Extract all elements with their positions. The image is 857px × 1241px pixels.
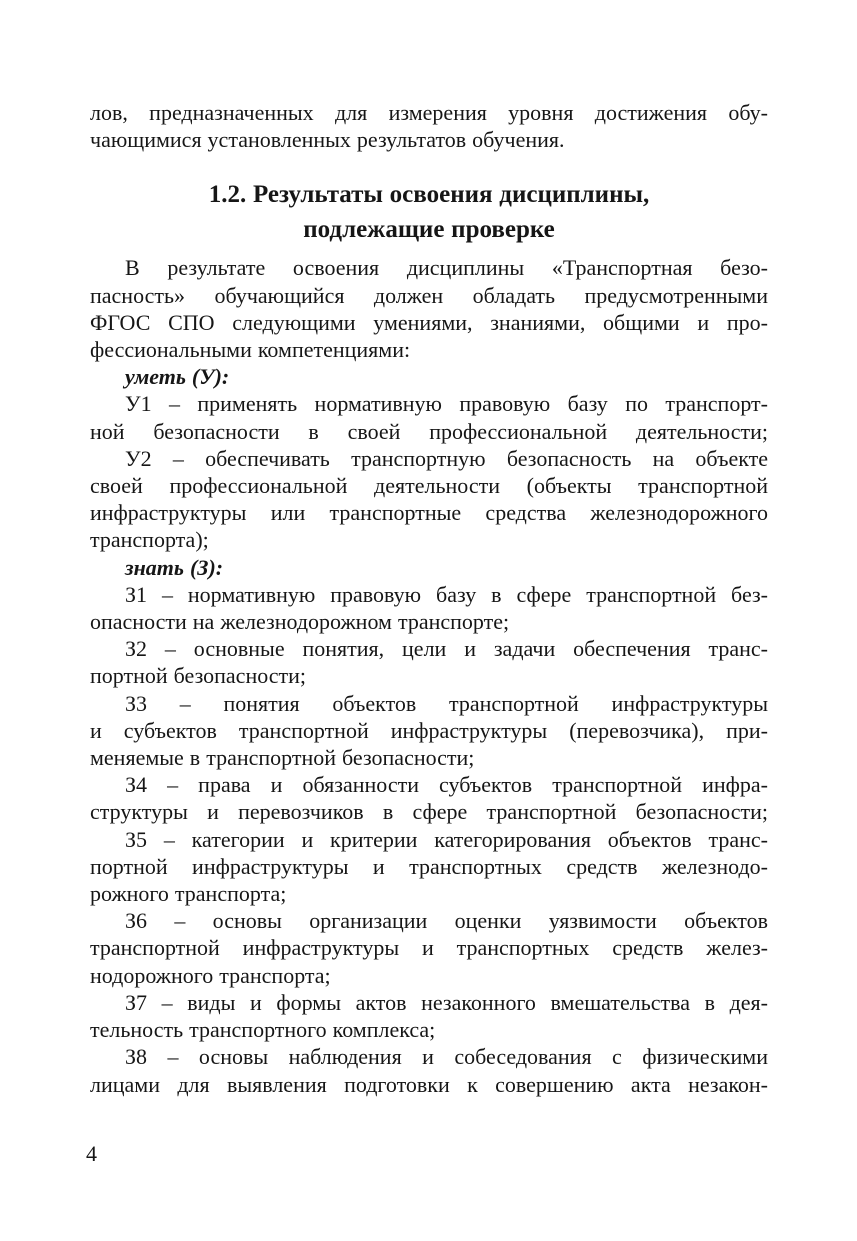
list-lead-label — [90, 363, 768, 390]
paragraph — [90, 690, 768, 772]
text-line: опасности на железнодорожном транспорте; — [90, 609, 510, 635]
text-line: З7 – виды и формы актов незаконного вмешательства в дея- — [125, 989, 768, 1015]
text-line: знать (З): — [125, 554, 224, 580]
page-number: 4 — [86, 1141, 97, 1166]
paragraph — [90, 390, 768, 444]
text-line: У2 – обеспечивать транспортную безопасность на объекте — [125, 445, 768, 471]
text-line: З1 – нормативную правовую базу в сфере транспортной без- — [125, 581, 768, 607]
text-line: З4 – права и обязанности субъектов транспортной инфра- — [125, 772, 768, 798]
text-line: портной инфраструктуры и транспортных средств железнодо- — [90, 853, 768, 879]
text-line: структуры и перевозчиков в сфере транспортной безопасности; — [90, 799, 768, 825]
text-line: инфраструктуры или транспортные средства железнодорожного — [90, 500, 768, 526]
heading-line: 1.2. Результаты освоения дисциплины, — [208, 181, 650, 209]
text-line: У1 – применять нормативную правовую базу по транспорт- — [125, 391, 768, 417]
text-line: тельность транспортного комплекса; — [90, 1017, 436, 1043]
text-line: транспортной инфраструктуры и транспортных средств желез- — [90, 935, 768, 961]
heading-line: подлежащие проверке — [303, 216, 555, 244]
text-line: рожного транспорта; — [90, 881, 287, 907]
text-line: З2 – основные понятия, цели и задачи обеспечения транс- — [125, 636, 768, 662]
paragraph — [90, 99, 768, 153]
text-line: меняемые в транспортной безопасности; — [90, 745, 475, 771]
paragraph — [90, 581, 768, 635]
page-text-column — [90, 99, 768, 1098]
text-line: уметь (У): — [125, 364, 230, 390]
list-lead-label — [90, 554, 768, 581]
text-line: ной безопасности в своей профессиональной деятельности; — [90, 418, 768, 444]
text-line: лов, предназначенных для измерения уровня достижения обу- — [90, 100, 768, 125]
text-line: транспорта); — [90, 527, 209, 553]
paragraph — [90, 635, 768, 689]
paragraph — [90, 1043, 768, 1097]
text-line: З3 – понятия объектов транспортной инфраструктуры — [125, 690, 768, 716]
paragraph — [90, 771, 768, 825]
section-heading — [90, 177, 768, 247]
text-line: нодорожного транспорта; — [90, 962, 331, 988]
text-line: З8 – основы наблюдения и собеседования с физическими — [125, 1044, 768, 1070]
text-line: пасность» обучающийся должен обладать предусмотренными — [90, 282, 768, 308]
text-line: лицами для выявления подготовки к совершению акта незакон- — [90, 1071, 768, 1097]
text-line: В результате освоения дисциплины «Транспортная безо- — [125, 255, 768, 281]
text-line: З6 – основы организации оценки уязвимости объектов — [125, 908, 768, 934]
paragraph — [90, 254, 768, 363]
text-line: ФГОС СПО следующими умениями, знаниями, общими и про- — [90, 309, 768, 335]
text-line: З5 – категории и критерии категорирования объектов транс- — [125, 826, 768, 852]
text-line: чающимися установленных результатов обучения. — [90, 127, 565, 153]
paragraph — [90, 989, 768, 1043]
text-line: и субъектов транспортной инфраструктуры (перевозчика), при- — [90, 717, 768, 743]
paragraph — [90, 445, 768, 554]
text-line: своей профессиональной деятельности (объекты транспортной — [90, 473, 768, 499]
paragraph — [90, 826, 768, 908]
text-line: фессиональными компетенциями: — [90, 337, 411, 363]
paragraph — [90, 907, 768, 989]
text-line: портной безопасности; — [90, 663, 307, 689]
